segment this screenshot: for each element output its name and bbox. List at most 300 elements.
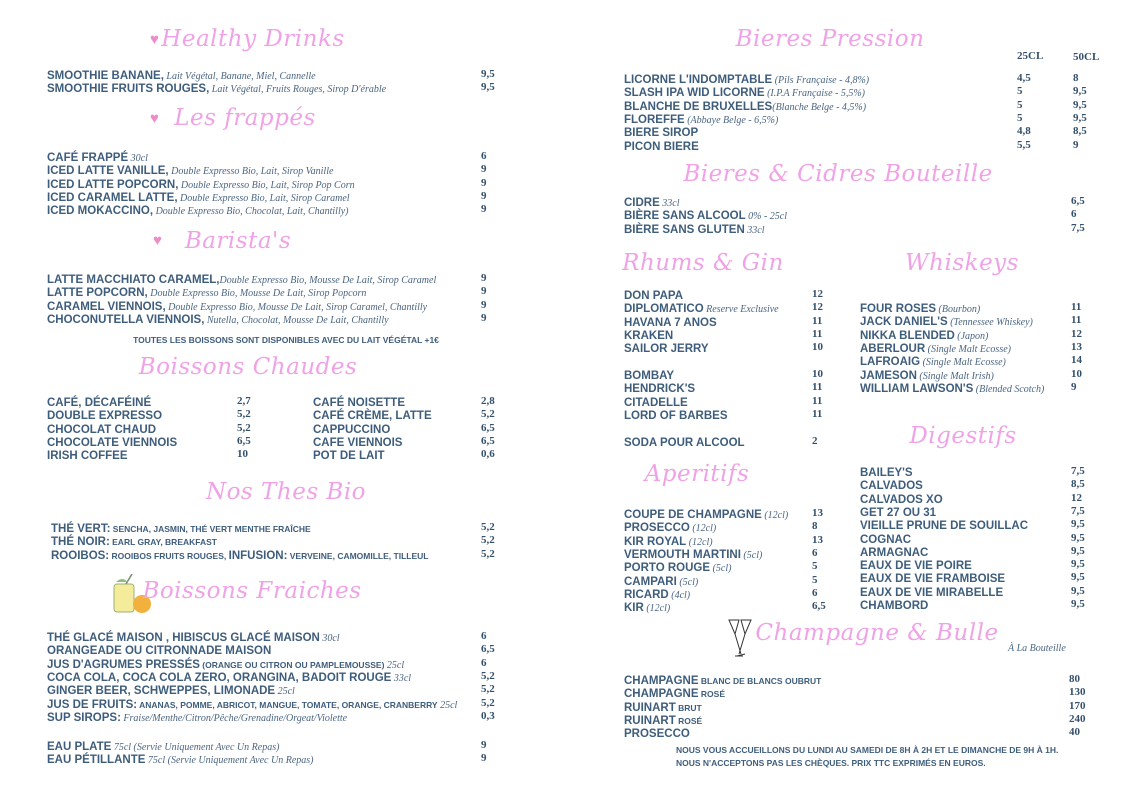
item-name: BIÈRE SANS GLUTEN — [624, 223, 745, 236]
item-name: ICED MOKACCINO, — [47, 205, 154, 218]
item-detail: (5cl) — [740, 549, 763, 561]
menu-item — [860, 585, 1003, 598]
menu-item — [860, 368, 994, 381]
item-price: 5,2 — [481, 534, 495, 547]
item-detail: 33cl — [659, 198, 680, 209]
heading-barista: Barista's — [184, 228, 292, 254]
menu-item — [624, 85, 865, 98]
item-price: 9 — [481, 163, 487, 176]
item-name: SUP SIROPS: — [47, 711, 121, 724]
item-name: PICON BIERE — [624, 140, 699, 153]
item-name: PROSECCO — [624, 522, 690, 535]
item-name: ABERLOUR — [860, 342, 926, 355]
item-price: 9,5 — [1073, 85, 1087, 98]
item-price: 7,5 — [1071, 221, 1085, 234]
item-price: 12 — [1071, 327, 1082, 340]
item-name: HENDRICK'S — [624, 383, 696, 396]
item-name: DON PAPA — [624, 290, 683, 302]
item-detail: 25cl — [384, 659, 405, 671]
menu-item — [624, 125, 698, 138]
item-detail: Double Expresso Bio, Lait, Sirop Vanille — [168, 166, 334, 178]
menu-item — [624, 408, 728, 421]
menu-item — [47, 395, 151, 408]
item-price: 6 — [812, 546, 818, 559]
menu-item — [860, 545, 928, 558]
item-name: ICED CARAMEL LATTE, — [47, 191, 178, 204]
menu-item — [624, 534, 713, 547]
menu-item — [624, 547, 762, 560]
item-name: SLASH IPA WID LICORNE — [624, 87, 765, 100]
footer-hours: NOUS VOUS ACCUEILLONS DU LUNDI AU SAMEDI DE 8H À 2H ET LE DIMANCHE DE 9H À 1H. — [676, 745, 1059, 755]
menu-item — [624, 600, 670, 613]
item-name: SAILOR JERRY — [624, 343, 709, 356]
menu-item — [624, 341, 709, 354]
item-name: DOUBLE EXPRESSO — [47, 410, 163, 423]
item-detail: 25cl — [275, 686, 295, 698]
item-price: 6,5 — [481, 643, 495, 656]
item-price: 2 — [812, 435, 818, 447]
item-name: CAFE VIENNOIS — [313, 436, 403, 449]
item-name: GET 27 OU 31 — [860, 506, 937, 519]
item-name: CHOCONUTELLA VIENNOIS, — [47, 313, 205, 326]
item-detail: (Blended Scotch) — [973, 383, 1045, 395]
item-price: 9,5 — [1071, 544, 1085, 557]
item-detail: Double Expresso Bio, Chocolat, Lait, Chantilly) — [153, 206, 349, 218]
item-price: 9 — [481, 298, 487, 311]
item-name: KRAKEN — [624, 329, 674, 342]
champagne-glasses-icon — [727, 618, 753, 660]
item-name: THÉ GLACÉ MAISON , HIBISCUS GLACÉ MAISON — [47, 632, 320, 644]
menu-item — [47, 683, 295, 696]
item-price: 5,2 — [481, 521, 495, 533]
item-name: CALVADOS XO — [860, 493, 943, 506]
item-price: 9 — [481, 176, 487, 189]
item-price: 8,5 — [1071, 478, 1085, 491]
item-name: ORANGEADE OU CITRONNADE MAISON — [47, 645, 272, 658]
item-price: 0,6 — [481, 448, 495, 461]
menu-item — [51, 521, 311, 534]
item-name: ROOIBOS: — [51, 549, 110, 562]
menu-item — [860, 505, 936, 518]
item-name: SMOOTHIE FRUITS ROUGES, — [47, 83, 210, 96]
item-detail: EARL GRAY, BREAKFAST — [109, 537, 217, 548]
item-name: CHOCOLATE VIENNOIS — [47, 436, 178, 449]
a-la-bouteille-note: À La Bouteille — [1008, 643, 1066, 654]
item-price: 4,8 — [1017, 125, 1031, 138]
item-name: CAFÉ CRÈME, LATTE — [313, 410, 432, 423]
item-price: 9,5 — [1071, 584, 1085, 597]
menu-item — [47, 203, 349, 216]
item-price: 5,2 — [481, 683, 495, 696]
menu-item — [47, 752, 313, 765]
item-detail: Double Expresso Bio, Mousse De Lait, Sirop Popcorn — [147, 288, 367, 300]
menu-item — [624, 507, 788, 520]
item-name: ICED LATTE POPCORN, — [47, 178, 179, 191]
item-detail: 75cl (Servie Uniquement Avec Un Repas) — [145, 755, 314, 767]
item-detail: (Single Malt Ecosse) — [925, 343, 1011, 355]
item-name: RUINART — [624, 714, 676, 727]
item-name: IRISH COFFEE — [47, 450, 128, 463]
item-name: RICARD — [624, 588, 669, 601]
menu-item — [860, 381, 1044, 394]
item-name: CHAMPAGNE — [624, 688, 699, 701]
item-price: 11 — [812, 327, 823, 340]
menu-item — [860, 314, 1033, 327]
item-name: PROSECCO — [624, 728, 690, 741]
item-name: EAU PÉTILLANTE — [47, 754, 146, 767]
item-price: 130 — [1069, 686, 1086, 699]
menu-item — [860, 518, 1028, 531]
item-detail: ROOIBOS FRUITS ROUGES, — [109, 550, 229, 561]
menu-item — [860, 301, 980, 314]
item-detail: Reserve Exclusive — [703, 304, 779, 316]
item-price: 11 — [812, 407, 823, 420]
menu-item — [313, 435, 402, 448]
item-detail: (I.P.A Française - 5,5%) — [764, 88, 866, 100]
item-price: 5 — [812, 573, 818, 586]
heart-icon: ♥ — [150, 32, 159, 48]
item-price: 6,5 — [1071, 195, 1085, 207]
item-price: 10 — [237, 448, 248, 461]
menu-item — [47, 435, 177, 448]
item-name: JUS DE FRUITS: — [47, 698, 138, 711]
item-detail: 0% - 25cl — [745, 211, 787, 223]
heading-frappes: Les frappés — [174, 105, 316, 131]
menu-item — [860, 478, 923, 491]
item-price: 8 — [1073, 72, 1079, 84]
item-name: COUPE DE CHAMPAGNE — [624, 509, 762, 521]
item-price: 11 — [812, 394, 823, 407]
heading-whiskeys: Whiskeys — [905, 250, 1019, 276]
item-detail: Double Expresso Bio, Mousse De Lait, Sirop Caramel — [219, 275, 437, 286]
item-name: EAU PLATE — [47, 741, 112, 753]
item-name: LICORNE L'INDOMPTABLE — [624, 74, 773, 86]
item-price: 6,5 — [481, 434, 495, 447]
item-price: 10 — [812, 341, 823, 354]
menu-item — [624, 381, 695, 394]
item-detail: ROSÉ — [698, 689, 725, 700]
item-price: 5,5 — [1017, 138, 1031, 151]
item-price: 10 — [812, 368, 823, 380]
heading-boissons-chaudes: Boissons Chaudes — [138, 354, 358, 380]
menu-item — [624, 112, 778, 125]
menu-item — [860, 598, 928, 611]
item-price: 9,5 — [1071, 558, 1085, 571]
item-price: 9,5 — [481, 68, 495, 80]
item-detail: ANANAS, POMME, ABRICOT, MANGUE, TOMATE, ORANGE, CRANBERRY — [137, 699, 438, 710]
heart-icon: ♥ — [153, 233, 162, 249]
item-detail: (Pils Française - 4,8%) — [772, 75, 870, 86]
item-price: 9 — [481, 189, 487, 202]
item-detail: BRUT — [675, 702, 702, 713]
menu-item — [47, 643, 271, 656]
menu-item — [313, 395, 405, 408]
item-name: EAUX DE VIE POIRE — [860, 560, 972, 573]
item-name: WILLIAM LAWSON'S — [860, 382, 974, 395]
menu-item — [624, 560, 731, 573]
menu-item — [624, 686, 725, 699]
menu-item — [47, 272, 436, 285]
item-detail: BLANC DE BLANCS OUBRUT — [698, 676, 822, 686]
menu-item — [51, 548, 428, 561]
item-name: KIR ROYAL — [624, 535, 687, 548]
item-price: 5,2 — [481, 408, 495, 421]
menu-item — [860, 341, 1011, 354]
item-price: 80 — [1069, 673, 1080, 685]
item-detail: Lait Végétal, Banane, Miel, Cannelle — [163, 71, 316, 82]
item-name: CARAMEL VIENNOIS, — [47, 300, 166, 313]
item-name: BAILEY'S — [860, 467, 913, 479]
column-50cl: 50CL — [1073, 51, 1100, 63]
menu-item — [47, 285, 366, 298]
heading-aperitifs: Aperitifs — [644, 461, 750, 487]
heading-bieres-pression: Bieres Pression — [735, 26, 925, 52]
menu-item — [47, 299, 427, 312]
item-name: JACK DANIEL'S — [860, 316, 948, 329]
footer-payment: NOUS N'ACCEPTONS PAS LES CHÈQUES. PRIX TTC EXPRIMÉS EN EUROS. — [676, 758, 986, 768]
menu-item — [624, 395, 688, 408]
item-price: 9,5 — [481, 81, 495, 94]
item-detail: (Blanche Belge - 4,5%) — [772, 101, 867, 113]
item-name: EAUX DE VIE FRAMBOISE — [860, 573, 1006, 586]
item-price: 5,2 — [237, 421, 251, 434]
item-name: BIÈRE SANS ALCOOL — [624, 210, 746, 223]
item-name: INFUSION: — [228, 549, 288, 562]
item-name: RUINART — [624, 701, 676, 714]
item-price: 9 — [1071, 380, 1077, 393]
item-name: CAFÉ, DÉCAFÉINÉ — [47, 397, 152, 409]
item-name: CITADELLE — [624, 396, 688, 409]
menu-item — [47, 408, 162, 421]
menu-item — [624, 368, 674, 381]
item-price: 9,5 — [1071, 518, 1085, 531]
item-price: 170 — [1069, 699, 1086, 712]
item-price: 14 — [1071, 354, 1082, 367]
menu-item — [47, 190, 350, 203]
item-name: CHAMBORD — [860, 600, 929, 612]
menu-item — [624, 72, 869, 85]
heading-digestifs: Digestifs — [909, 423, 1017, 449]
item-detail: Nutella, Chocolat, Mousse De Lait, Chantilly — [204, 314, 389, 326]
item-name: THÉ NOIR: — [51, 536, 110, 549]
heart-icon: ♥ — [150, 111, 159, 127]
menu-item — [47, 163, 333, 176]
menu-item — [47, 150, 148, 163]
menu-item — [47, 657, 404, 670]
item-name: BIERE SIROP — [624, 127, 699, 140]
item-price: 9,5 — [1073, 98, 1087, 111]
item-name: NIKKA BLENDED — [860, 329, 955, 342]
item-detail: 25cl — [437, 699, 458, 711]
menu-item — [624, 288, 683, 301]
item-price: 5,2 — [481, 696, 495, 709]
item-detail: Fraise/Menthe/Citron/Pêche/Grenadine/Orgeat/Violette — [120, 712, 348, 724]
item-detail: Double Expresso Bio, Lait, Sirop Caramel — [177, 192, 350, 204]
menu-item — [624, 574, 698, 587]
item-detail: Double Expresso Bio, Lait, Sirop Pop Corn — [178, 179, 355, 191]
item-name: JUS D'AGRUMES PRESSÉS — [47, 658, 200, 671]
item-name: LAFROAIG — [860, 356, 921, 369]
item-name: KIR — [624, 602, 644, 615]
item-name: CHOCOLAT CHAUD — [47, 423, 157, 436]
item-price: 9 — [481, 752, 487, 765]
item-detail: (Bourbon) — [936, 304, 981, 315]
menu-item — [47, 670, 411, 683]
menu-item — [47, 697, 457, 710]
item-detail: (5cl) — [676, 576, 699, 588]
item-name: CHAMPAGNE — [624, 675, 699, 687]
item-price: 5 — [812, 560, 818, 573]
item-price: 13 — [812, 533, 823, 546]
item-name: GINGER BEER, SCHWEPPES, LIMONADE — [47, 685, 276, 698]
item-price: 9,5 — [1071, 571, 1085, 584]
menu-item — [47, 739, 279, 752]
item-name: BLANCHE DE BRUXELLES — [624, 100, 773, 113]
item-price: 12 — [812, 301, 823, 314]
item-price: 5,2 — [237, 408, 251, 421]
item-detail: VERVEINE, CAMOMILLE, TILLEUL — [287, 550, 429, 561]
item-name: CALVADOS — [860, 480, 923, 493]
item-name: EAUX DE VIE MIRABELLE — [860, 586, 1004, 599]
item-price: 9 — [481, 311, 487, 324]
item-price: 11 — [1071, 314, 1082, 327]
item-name: THÉ VERT: — [51, 523, 111, 535]
item-price: 7,5 — [1071, 504, 1085, 517]
item-detail: (12cl) — [689, 523, 717, 535]
item-name: DIPLOMATICO — [624, 303, 704, 316]
menu-item — [624, 328, 673, 341]
menu-item — [624, 726, 690, 739]
item-price: 6,5 — [237, 434, 251, 447]
item-price: 9 — [481, 285, 487, 298]
item-detail: SENCHA, JASMIN, THÉ VERT MENTHE FRAÎCHE — [110, 524, 311, 534]
item-name: VIEILLE PRUNE DE SOUILLAC — [860, 520, 1029, 533]
item-price: 9,5 — [1073, 111, 1087, 124]
item-price: 40 — [1069, 726, 1080, 739]
item-price: 8 — [812, 520, 818, 533]
item-price: 13 — [1071, 340, 1082, 353]
item-name: LATTE POPCORN, — [47, 287, 148, 300]
item-price: 4,5 — [1017, 72, 1031, 84]
item-price: 5,2 — [481, 547, 495, 560]
item-price: 9,5 — [1071, 598, 1085, 610]
item-name: COCA COLA, COCA COLA ZERO, ORANGINA, BADOIT ROUGE — [47, 671, 392, 684]
item-price: 5 — [1017, 111, 1023, 124]
menu-item — [860, 354, 1006, 367]
menu-item — [624, 673, 821, 686]
menu-item — [624, 208, 787, 221]
item-price: 2,8 — [481, 395, 495, 407]
item-price: 7,5 — [1071, 465, 1085, 477]
item-detail: (12cl) — [643, 603, 671, 615]
item-name: BOMBAY — [624, 370, 675, 382]
item-detail: Double Expresso Bio, Mousse De Lait, Sirop Caramel, Chantilly — [165, 301, 428, 313]
item-detail: 30cl — [319, 633, 340, 644]
item-price: 6 — [481, 150, 487, 162]
menu-item — [51, 534, 217, 547]
menu-item — [624, 315, 717, 328]
item-detail: 33cl — [744, 224, 765, 236]
menu-item — [860, 571, 1005, 584]
item-price: 6,5 — [812, 600, 826, 613]
menu-item — [47, 422, 156, 435]
item-name: CAFÉ FRAPPÉ — [47, 152, 129, 164]
menu-item — [47, 81, 386, 94]
item-price: 9 — [481, 739, 487, 751]
heading-bieres-cidres-bouteille: Bieres & Cidres Bouteille — [683, 161, 993, 187]
item-price: 10 — [1071, 367, 1082, 380]
item-name: ICED LATTE VANILLE, — [47, 165, 169, 178]
menu-item — [624, 222, 764, 235]
menu-item — [860, 558, 972, 571]
column-25cl: 25CL — [1017, 50, 1044, 62]
item-price: 6 — [812, 586, 818, 599]
item-name: SODA POUR ALCOOL — [624, 437, 745, 449]
heading-champagne-bulle: Champagne & Bulle — [755, 620, 999, 646]
item-name: PORTO ROUGE — [624, 562, 711, 575]
item-name: POT DE LAIT — [313, 450, 385, 463]
item-name: LORD OF BARBES — [624, 409, 728, 422]
item-price: 11 — [812, 314, 823, 327]
item-price: 9 — [481, 203, 487, 216]
heading-healthy-drinks: Healthy Drinks — [161, 26, 345, 52]
item-name: CAPPUCCINO — [313, 423, 391, 436]
menu-item — [624, 435, 745, 448]
item-price: 6,5 — [481, 421, 495, 434]
menu-item — [47, 68, 316, 81]
item-price: 9 — [1073, 138, 1079, 151]
menu-item — [47, 630, 340, 643]
item-price: 5 — [1017, 98, 1023, 111]
item-price: 2,7 — [237, 395, 251, 407]
item-name: FOUR ROSES — [860, 303, 937, 315]
item-name: COGNAC — [860, 533, 912, 546]
item-price: 12 — [812, 288, 823, 300]
menu-item — [860, 328, 988, 341]
item-price: 13 — [812, 507, 823, 519]
menu-item — [47, 448, 128, 461]
menu-item — [47, 710, 347, 723]
item-name: JAMESON — [860, 369, 917, 382]
menu-item — [624, 99, 866, 112]
item-detail: Lait Végétal, Fruits Rouges, Sirop D'érable — [209, 84, 387, 96]
item-price: 5,2 — [481, 669, 495, 682]
item-detail: (ORANGE OU CITRON OU PAMPLEMOUSSE) — [199, 659, 385, 670]
item-price: 9,5 — [1071, 531, 1085, 544]
item-price: 6 — [481, 656, 487, 669]
item-detail: 33cl — [391, 672, 412, 684]
menu-item — [860, 492, 943, 505]
item-detail: (Tennessee Whiskey) — [947, 317, 1033, 329]
item-detail: (12cl) — [761, 510, 789, 521]
item-detail: 30cl — [128, 153, 148, 164]
item-detail: ROSÉ — [675, 715, 703, 726]
item-detail: (Single Malt Ecosse) — [920, 357, 1006, 369]
item-detail: (5cl) — [710, 563, 732, 575]
item-price: 0,3 — [481, 709, 495, 722]
item-detail: 75cl (Servie Uniquement Avec Un Repas) — [111, 742, 280, 753]
menu-item — [624, 301, 779, 314]
item-price: 8,5 — [1073, 125, 1087, 138]
item-detail: (Abbaye Belge - 6,5%) — [684, 114, 779, 126]
item-price: 11 — [812, 381, 823, 394]
item-price: 9 — [481, 272, 487, 284]
item-price: 12 — [1071, 491, 1082, 504]
heading-boissons-fraiches: Boissons Fraiches — [142, 578, 362, 604]
menu-item — [313, 422, 390, 435]
item-name: ARMAGNAC — [860, 546, 929, 559]
item-name: VERMOUTH MARTINI — [624, 548, 741, 561]
